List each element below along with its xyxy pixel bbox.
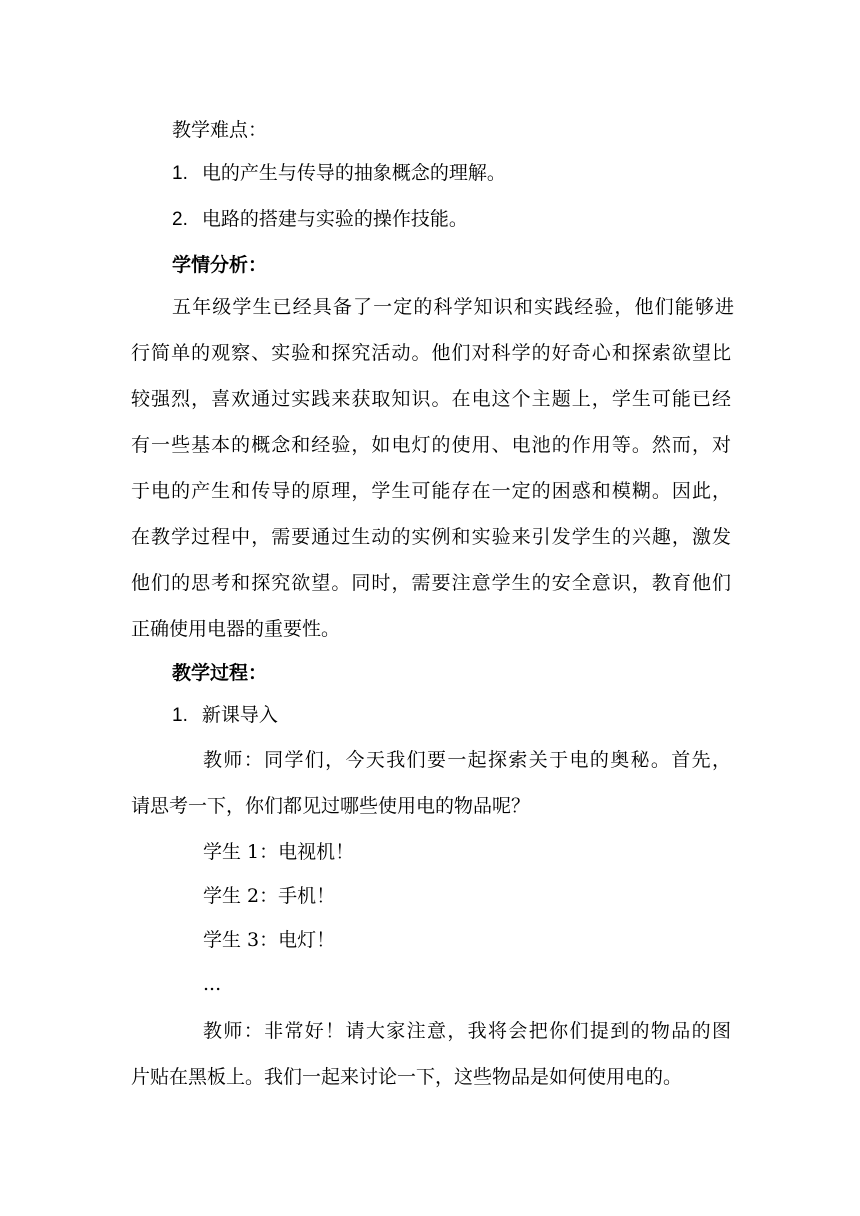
analysis-line: 在教学过程中，需要通过生动的实例和实验来引发学生的兴趣，激发 (131, 526, 731, 548)
student-line: 学生 3：电灯！ (203, 929, 336, 951)
analysis-line: 行简单的观察、实验和探究活动。他们对科学的好奇心和探索欲望比 (131, 342, 731, 364)
difficulty-heading: 教学难点： (172, 119, 268, 141)
difficulty-item-1 (172, 161, 506, 186)
analysis-heading: 学情分析： (172, 254, 268, 276)
student-line: 学生 1：电视机！ (203, 841, 355, 863)
ellipsis-line: ... (203, 973, 222, 995)
list-number: 2. (172, 209, 188, 230)
list-text: 新课导入 (201, 704, 278, 726)
analysis-line: 较强烈，喜欢通过实践来获取知识。在电这个主题上，学生可能已经 (131, 388, 731, 410)
list-text: 电路的搭建与实验的操作技能。 (201, 208, 468, 230)
analysis-line: 正确使用电器的重要性。 (131, 618, 341, 640)
analysis-line: 于电的产生和传导的原理，学生可能存在一定的困惑和模糊。因此， (131, 480, 731, 502)
teacher-line: 请思考一下，你们都见过哪些使用电的物品呢？ (131, 795, 531, 817)
analysis-line: 他们的思考和探究欲望。同时，需要注意学生的安全意识，教育他们 (131, 572, 731, 594)
difficulty-item-2 (172, 207, 468, 232)
teacher-line: 片贴在黑板上。我们一起来讨论一下，这些物品是如何使用电的。 (131, 1066, 683, 1088)
student-line: 学生 2：手机！ (203, 885, 336, 907)
list-number: 1. (172, 705, 188, 726)
process-step-1 (172, 703, 278, 728)
teacher-line: 教师：非常好！请大家注意，我将会把你们提到的物品的图 (203, 1020, 731, 1042)
analysis-line: 五年级学生已经具备了一定的科学知识和实践经验，他们能够进 (172, 296, 734, 318)
list-text: 电的产生与传导的抽象概念的理解。 (201, 162, 506, 184)
process-heading: 教学过程： (172, 662, 268, 684)
teacher-line: 教师：同学们，今天我们要一起探索关于电的奥秘。首先， (203, 749, 731, 771)
analysis-line: 有一些基本的概念和经验，如电灯的使用、电池的作用等。然而，对 (131, 434, 731, 456)
list-number: 1. (172, 163, 188, 184)
